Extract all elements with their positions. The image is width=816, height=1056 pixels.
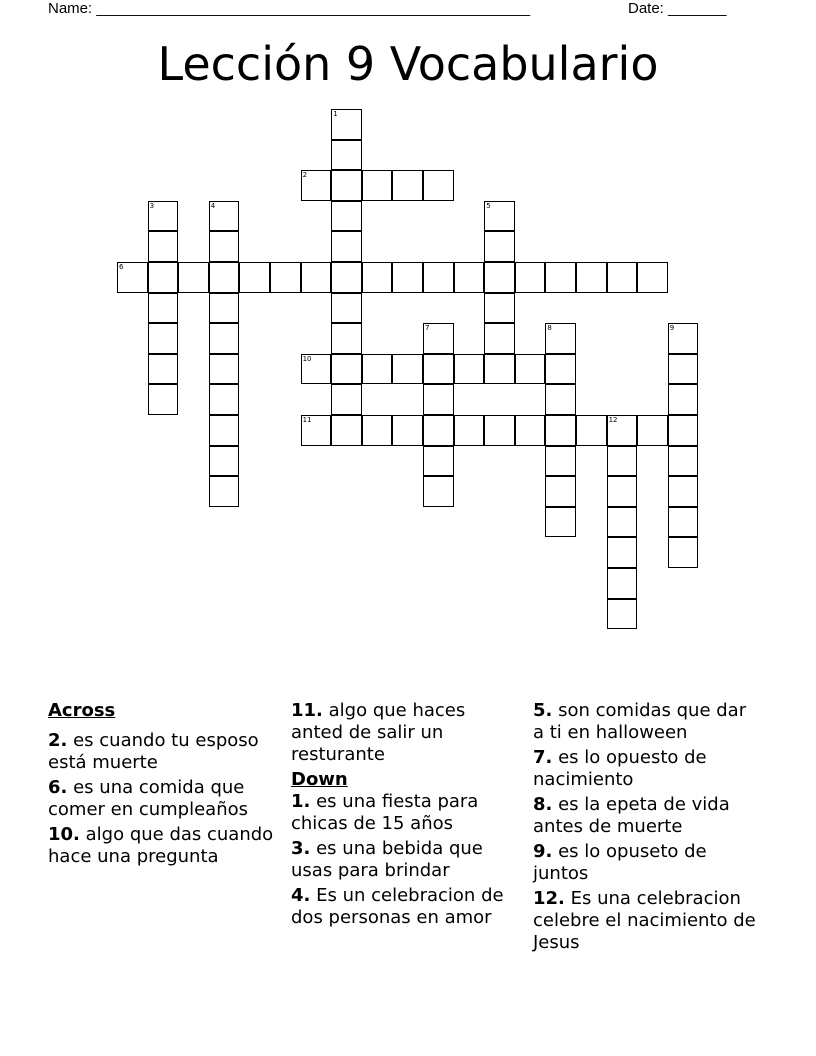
crossword-cell[interactable] xyxy=(668,537,699,568)
crossword-cell[interactable] xyxy=(423,446,454,477)
crossword-cell[interactable] xyxy=(515,354,546,385)
crossword-cell[interactable] xyxy=(668,415,699,446)
across-clue-10 xyxy=(48,824,276,868)
clue-number: 1. xyxy=(291,791,311,812)
crossword-cell[interactable] xyxy=(607,262,638,293)
clue-number: 10. xyxy=(48,824,80,845)
cell-number: 2 xyxy=(302,171,308,180)
crossword-cell[interactable] xyxy=(331,170,362,201)
crossword-cell[interactable] xyxy=(484,293,515,324)
crossword-cell[interactable] xyxy=(209,293,240,324)
name-field: Name: ____________________________________________________ xyxy=(48,0,531,17)
clue-number: 9. xyxy=(533,841,553,862)
date-field: Date: _______ xyxy=(628,0,727,17)
crossword-cell[interactable] xyxy=(331,231,362,262)
crossword-cell[interactable] xyxy=(545,415,576,446)
crossword-cell[interactable] xyxy=(301,262,332,293)
crossword-cell[interactable] xyxy=(148,231,179,262)
crossword-cell[interactable] xyxy=(423,323,454,354)
cell-number: 9 xyxy=(669,324,675,333)
cell-number: 5 xyxy=(486,201,491,210)
crossword-cell[interactable] xyxy=(331,109,362,140)
crossword-cell[interactable] xyxy=(454,354,485,385)
crossword-cell[interactable] xyxy=(423,354,454,385)
crossword-cell[interactable] xyxy=(392,415,423,446)
crossword-cell[interactable] xyxy=(209,231,240,262)
clue-number: 8. xyxy=(533,794,553,815)
crossword-cell[interactable] xyxy=(209,323,240,354)
clue-column-1 xyxy=(48,700,276,871)
crossword-cell[interactable] xyxy=(545,476,576,507)
crossword-cell[interactable] xyxy=(362,354,393,385)
crossword-cell[interactable] xyxy=(331,140,362,171)
crossword-cell[interactable] xyxy=(607,446,638,477)
crossword-cell[interactable] xyxy=(607,415,638,446)
crossword-cell[interactable] xyxy=(331,384,362,415)
clue-number: 12. xyxy=(533,888,565,909)
clue-text: es lo opuesto de nacimiento xyxy=(533,747,707,790)
crossword-cell[interactable] xyxy=(484,231,515,262)
crossword-cell[interactable] xyxy=(668,384,699,415)
down-clue-5 xyxy=(533,700,761,744)
across-heading: Across xyxy=(48,700,116,721)
crossword-cell[interactable] xyxy=(270,262,301,293)
clue-text: Es un celebracion de dos personas en amor xyxy=(291,885,504,928)
page-title: Lección 9 Vocabulario xyxy=(157,37,659,91)
crossword-cell[interactable] xyxy=(607,599,638,630)
crossword-cell[interactable] xyxy=(148,262,179,293)
crossword-cell[interactable] xyxy=(545,507,576,538)
crossword-cell[interactable] xyxy=(454,415,485,446)
crossword-cell[interactable] xyxy=(423,170,454,201)
crossword-cell[interactable] xyxy=(423,476,454,507)
down-clue-8 xyxy=(533,794,761,838)
down-clue-9 xyxy=(533,841,761,885)
crossword-cell[interactable] xyxy=(392,262,423,293)
crossword-cell[interactable] xyxy=(668,507,699,538)
clue-text: Es una celebracion celebre el nacimiento de Jesus xyxy=(533,888,756,953)
clue-number: 6. xyxy=(48,777,68,798)
crossword-cell[interactable] xyxy=(576,262,607,293)
down-clue-3 xyxy=(291,838,519,882)
clue-text: es la epeta de vida antes de muerte xyxy=(533,794,730,837)
clue-text: es una comida que comer en cumpleaños xyxy=(48,777,249,820)
crossword-cell[interactable] xyxy=(362,170,393,201)
down-clue-1 xyxy=(291,791,519,835)
crossword-cell[interactable] xyxy=(148,323,179,354)
crossword-cell[interactable] xyxy=(331,201,362,232)
down-heading: Down xyxy=(291,769,348,790)
crossword-cell[interactable] xyxy=(484,323,515,354)
clue-column-2 xyxy=(291,700,519,932)
cell-number: 8 xyxy=(547,324,552,333)
crossword-cell[interactable] xyxy=(148,293,179,324)
crossword-cell[interactable] xyxy=(637,262,668,293)
crossword-cell[interactable] xyxy=(545,262,576,293)
crossword-cell[interactable] xyxy=(607,507,638,538)
crossword-cell[interactable] xyxy=(209,476,240,507)
cell-number: 6 xyxy=(119,263,124,271)
crossword-cell[interactable] xyxy=(362,415,393,446)
clue-number: 4. xyxy=(291,885,311,906)
crossword-cell[interactable] xyxy=(209,446,240,477)
crossword-cell[interactable] xyxy=(362,262,393,293)
clue-number: 11. xyxy=(291,700,323,721)
crossword-cell[interactable] xyxy=(331,262,362,293)
cell-number: 12 xyxy=(608,416,618,424)
across-clue-2 xyxy=(48,730,276,774)
clue-number: 2. xyxy=(48,730,68,751)
crossword-cell[interactable] xyxy=(515,262,546,293)
clue-text: es lo opuseto de juntos xyxy=(533,841,707,884)
cell-number: 11 xyxy=(302,416,312,424)
crossword-cell[interactable] xyxy=(423,384,454,415)
crossword-cell[interactable] xyxy=(148,354,179,385)
crossword-cell[interactable] xyxy=(392,354,423,385)
across-clue-6 xyxy=(48,777,276,821)
crossword-cell[interactable] xyxy=(545,384,576,415)
down-clue-12 xyxy=(533,888,761,954)
crossword-cell[interactable] xyxy=(178,262,209,293)
crossword-cell[interactable] xyxy=(331,323,362,354)
crossword-cell[interactable] xyxy=(209,415,240,446)
crossword-cell[interactable] xyxy=(148,201,179,232)
clue-number: 5. xyxy=(533,700,553,721)
crossword-cell[interactable] xyxy=(239,262,270,293)
clue-number: 7. xyxy=(533,747,553,768)
cell-number: 4 xyxy=(210,201,216,210)
crossword-cell[interactable] xyxy=(117,262,148,293)
crossword-cell[interactable] xyxy=(423,262,454,293)
cell-number: 3 xyxy=(149,201,155,210)
clue-column-3 xyxy=(533,700,761,957)
crossword-cell[interactable] xyxy=(545,323,576,354)
down-clue-4 xyxy=(291,885,519,929)
clue-text: son comidas que dar a ti en halloween xyxy=(533,700,747,743)
crossword-cell[interactable] xyxy=(423,415,454,446)
crossword-cell[interactable] xyxy=(484,354,515,385)
crossword-cell[interactable] xyxy=(484,201,515,232)
crossword-cell[interactable] xyxy=(209,201,240,232)
crossword-cell[interactable] xyxy=(545,446,576,477)
clue-text: algo que haces anted de salir un resturante xyxy=(291,700,466,765)
crossword-cell[interactable] xyxy=(484,262,515,293)
crossword-cell[interactable] xyxy=(209,354,240,385)
crossword-cell[interactable] xyxy=(209,384,240,415)
crossword-cell[interactable] xyxy=(209,262,240,293)
across-clue-11 xyxy=(291,700,519,766)
crossword-cell[interactable] xyxy=(668,446,699,477)
crossword-cell[interactable] xyxy=(148,384,179,415)
crossword-cell[interactable] xyxy=(301,354,332,385)
cell-number: 7 xyxy=(425,324,430,333)
crossword-cell[interactable] xyxy=(545,354,576,385)
crossword-cell[interactable] xyxy=(576,415,607,446)
clue-text: es una bebida que usas para brindar xyxy=(291,838,483,881)
crossword-cell[interactable] xyxy=(331,293,362,324)
crossword-cell[interactable] xyxy=(454,262,485,293)
crossword-cell[interactable] xyxy=(668,354,699,385)
crossword-cell[interactable] xyxy=(331,354,362,385)
crossword-cell[interactable] xyxy=(301,170,332,201)
crossword-cell[interactable] xyxy=(331,415,362,446)
crossword-cell[interactable] xyxy=(484,415,515,446)
crossword-cell[interactable] xyxy=(668,476,699,507)
crossword-cell[interactable] xyxy=(637,415,668,446)
down-clue-7 xyxy=(533,747,761,791)
clue-text: algo que das cuando hace una pregunta xyxy=(48,824,274,867)
clue-number: 3. xyxy=(291,838,311,859)
crossword-cell[interactable] xyxy=(668,323,699,354)
cell-number: 1 xyxy=(333,110,338,118)
crossword-cell[interactable] xyxy=(607,568,638,599)
crossword-cell[interactable] xyxy=(607,476,638,507)
clue-text: es una fiesta para chicas de 15 años xyxy=(291,791,479,834)
cell-number: 10 xyxy=(302,354,312,363)
clue-text: es cuando tu esposo está muerte xyxy=(48,730,259,773)
crossword-cell[interactable] xyxy=(515,415,546,446)
crossword-cell[interactable] xyxy=(301,415,332,446)
crossword-cell[interactable] xyxy=(392,170,423,201)
crossword-cell[interactable] xyxy=(607,537,638,568)
